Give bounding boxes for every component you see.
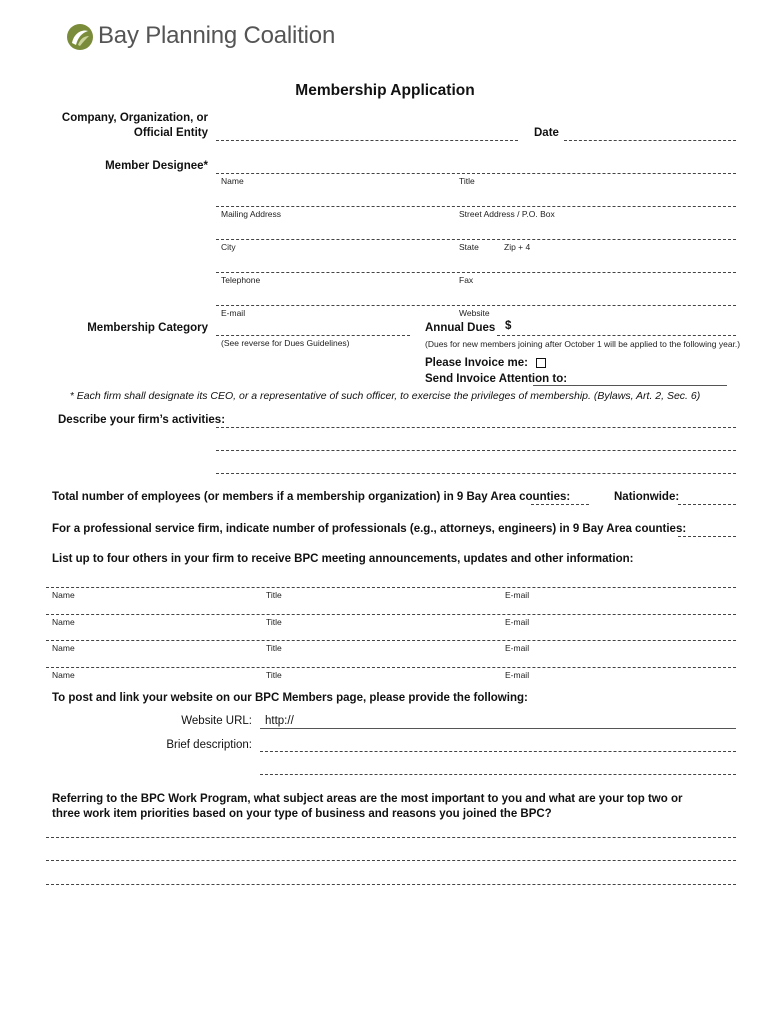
category-note: (See reverse for Dues Guidelines) (221, 338, 350, 348)
designee-address-field[interactable] (216, 206, 736, 207)
dues-field[interactable] (497, 335, 736, 336)
date-label: Date (534, 127, 559, 139)
others-email: E-mail (505, 670, 530, 680)
designee-label: Member Designee* (105, 160, 208, 172)
sub-street: Street Address / P.O. Box (459, 209, 555, 219)
others-name: Name (52, 643, 75, 653)
bpc-logo-icon (66, 23, 94, 51)
others-title: Title (266, 617, 282, 627)
website-url-field[interactable] (260, 728, 736, 729)
sub-email: E-mail (221, 308, 246, 318)
sub-state: State (459, 242, 479, 252)
others-email: E-mail (505, 643, 530, 653)
date-field[interactable] (564, 140, 736, 141)
sub-website: Website (459, 308, 490, 318)
attention-field[interactable] (533, 385, 727, 386)
sub-mailing: Mailing Address (221, 209, 282, 219)
brief-field-1[interactable] (260, 751, 736, 752)
company-label-1: Company, Organization, or (61, 112, 208, 124)
others-name: Name (52, 670, 75, 680)
attention-label: Send Invoice Attention to: (425, 373, 568, 385)
category-field[interactable] (216, 335, 410, 336)
activities-field-3[interactable] (216, 473, 736, 474)
page-title: Membership Application (295, 82, 475, 99)
employees-label: Total number of employees (or members if a membership organization) in 9 Bay Area counties: (52, 491, 571, 503)
others-row-4[interactable] (46, 667, 736, 668)
work-program-field-1[interactable] (46, 837, 736, 838)
dues-label: Annual Dues (425, 322, 496, 334)
brief-field-2[interactable] (260, 774, 736, 775)
work-program-field-2[interactable] (46, 860, 736, 861)
activities-field-1[interactable] (216, 427, 736, 428)
website-url-prefix: http:// (265, 715, 294, 727)
footnote: * Each firm shall designate its CEO, or a representative of such officer, to exercise the privileges of membership. (Bylaws, Art. 2, Sec. 6) (69, 390, 701, 402)
nationwide-label: Nationwide: (614, 491, 680, 503)
invoice-checkbox[interactable] (536, 358, 546, 368)
sub-title: Title (459, 176, 475, 186)
designee-city-field[interactable] (216, 239, 736, 240)
others-row-2[interactable] (46, 614, 736, 615)
employees-field[interactable] (531, 504, 589, 505)
sub-telephone: Telephone (221, 275, 261, 285)
brief-label: Brief description: (166, 739, 252, 751)
sub-name: Name (221, 176, 244, 186)
sub-city: City (221, 242, 236, 252)
others-name: Name (52, 590, 75, 600)
others-label: List up to four others in your firm to receive BPC meeting announcements, updates and other information: (52, 553, 634, 565)
professional-label: For a professional service firm, indicate number of professionals (e.g., attorneys, engineers) in 9 Bay Area counties: (52, 523, 687, 535)
professional-field[interactable] (678, 536, 736, 537)
sub-fax: Fax (459, 275, 474, 285)
designee-phone-field[interactable] (216, 272, 736, 273)
website-url-label: Website URL: (181, 715, 252, 727)
company-label-2: Official Entity (133, 127, 208, 139)
activities-field-2[interactable] (216, 450, 736, 451)
others-email: E-mail (505, 617, 530, 627)
invoice-label: Please Invoice me: (425, 357, 528, 369)
work-program-field-3[interactable] (46, 884, 736, 885)
dues-note: (Dues for new members joining after October 1 will be applied to the following year.) (425, 339, 741, 349)
others-email: E-mail (505, 590, 530, 600)
work-program-question: Referring to the BPC Work Program, what subject areas are the most important to you and what are your top two or three work item priorities based on your type of business and reasons you joined the BPC? (52, 793, 683, 820)
others-title: Title (266, 590, 282, 600)
designee-email-field[interactable] (216, 305, 736, 306)
others-row-3[interactable] (46, 640, 736, 641)
website-intro: To post and link your website on our BPC Members page, please provide the following: (52, 692, 528, 704)
sub-zip: Zip + 4 (504, 242, 531, 252)
others-title: Title (266, 643, 282, 653)
nationwide-field[interactable] (678, 504, 736, 505)
category-label: Membership Category (87, 322, 208, 334)
others-row-1[interactable] (46, 587, 736, 588)
dues-symbol: $ (505, 320, 512, 332)
company-field[interactable] (216, 140, 518, 141)
activities-label: Describe your firm’s activities: (58, 414, 226, 426)
logo (66, 22, 336, 54)
others-name: Name (52, 617, 75, 627)
others-title: Title (266, 670, 282, 680)
designee-name-field[interactable] (216, 173, 736, 174)
logo-text: Bay Planning Coalition (98, 22, 336, 49)
